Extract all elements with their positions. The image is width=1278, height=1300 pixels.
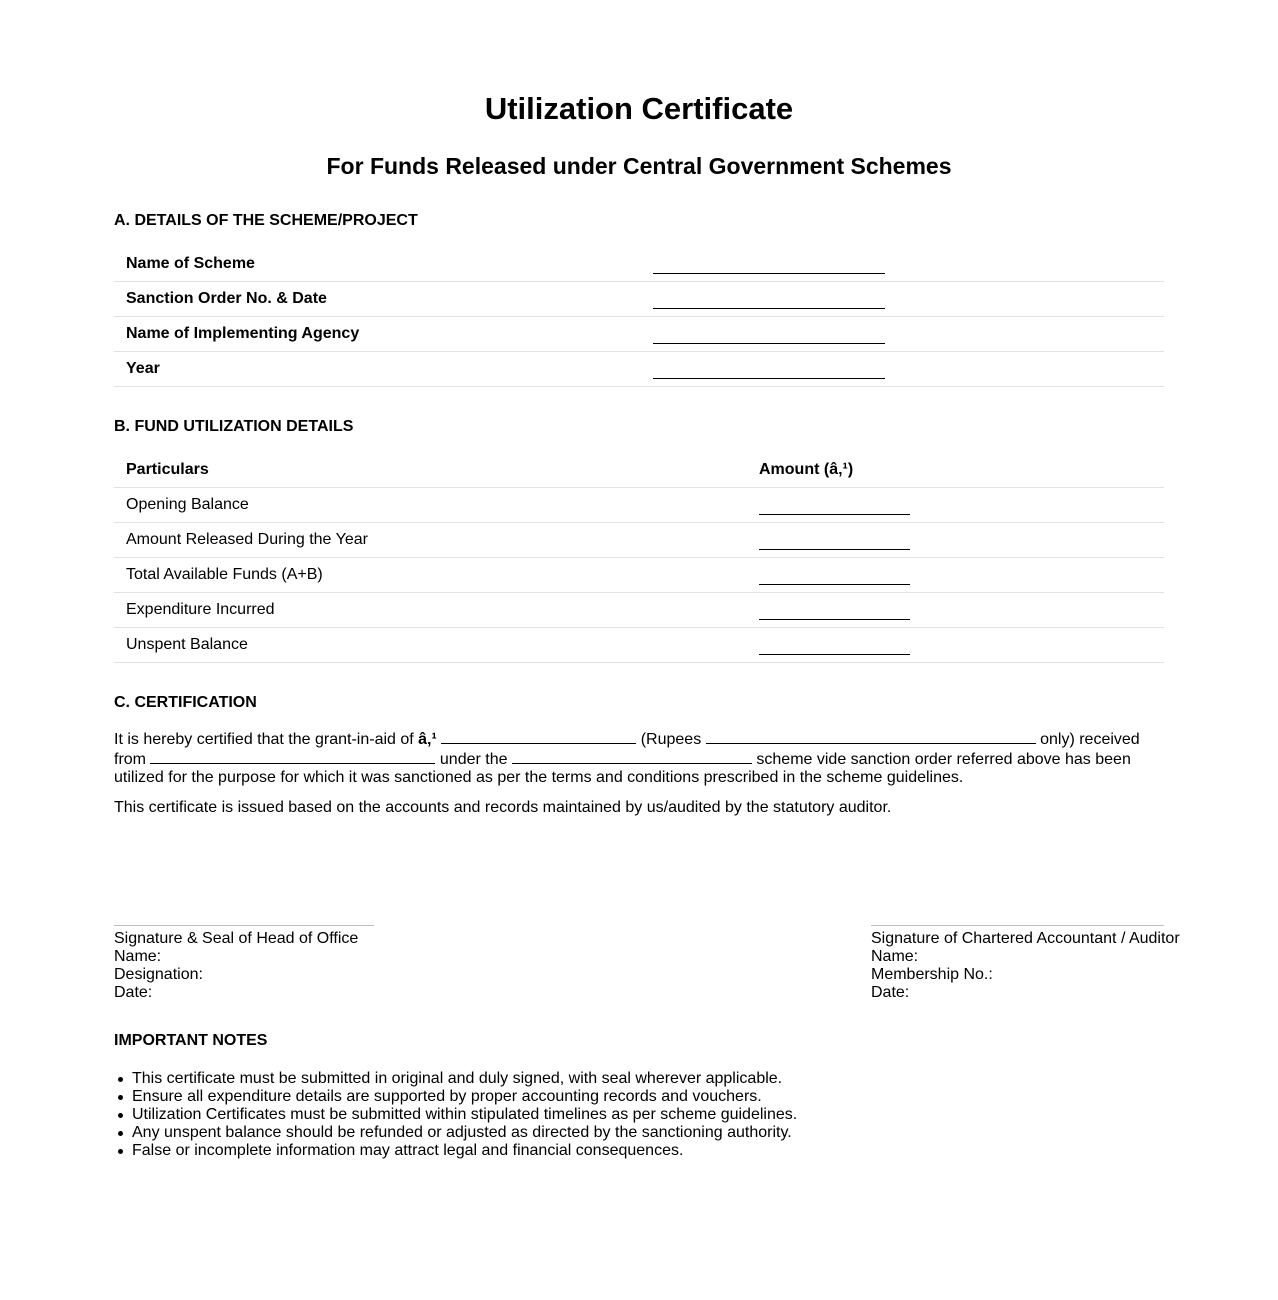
list-item: Ensure all expenditure details are supported by proper accounting records and vouchers. bbox=[132, 1088, 797, 1106]
cert-text: It is hereby certified that the grant-in-aid of bbox=[114, 731, 419, 748]
table-row bbox=[114, 488, 1164, 523]
row-label: Name of Implementing Agency bbox=[126, 325, 360, 342]
row-label: Amount Released During the Year bbox=[126, 531, 368, 548]
table-row bbox=[114, 593, 1164, 628]
amount-blank-field[interactable] bbox=[759, 619, 910, 620]
membership-label: Membership No.: bbox=[871, 966, 993, 983]
row-label: Unspent Balance bbox=[126, 636, 248, 653]
amount-in-words-blank-field[interactable] bbox=[706, 729, 1036, 744]
cert-text: (Rupees bbox=[636, 731, 706, 748]
row-label: Expenditure Incurred bbox=[126, 601, 275, 618]
blank-field[interactable] bbox=[653, 343, 885, 344]
document-subtitle: For Funds Released under Central Government Schemes bbox=[326, 153, 952, 179]
table-row bbox=[114, 317, 1164, 352]
name-label: Name: bbox=[871, 948, 919, 965]
currency-symbol: â‚¹ bbox=[418, 731, 437, 748]
table-row bbox=[114, 282, 1164, 317]
table-header-row bbox=[114, 453, 1164, 488]
signature-title: Signature of Chartered Accountant / Auditor bbox=[871, 930, 1180, 947]
column-header-amount: Amount (â‚¹) bbox=[759, 461, 854, 478]
section-c-heading: C. CERTIFICATION bbox=[114, 694, 257, 711]
signature-line bbox=[871, 925, 1164, 926]
amount-blank-field[interactable] bbox=[759, 514, 910, 515]
name-label: Name: bbox=[114, 948, 162, 965]
table-row bbox=[114, 558, 1164, 593]
amount-blank-field[interactable] bbox=[441, 729, 636, 744]
date-label: Date: bbox=[871, 984, 910, 1001]
section-a-heading: A. DETAILS OF THE SCHEME/PROJECT bbox=[114, 212, 418, 229]
blank-field[interactable] bbox=[653, 378, 885, 379]
received-from-blank-field[interactable] bbox=[150, 749, 435, 764]
table-row bbox=[114, 628, 1164, 663]
scheme-name-blank-field[interactable] bbox=[512, 749, 752, 764]
amount-blank-field[interactable] bbox=[759, 549, 910, 550]
blank-field[interactable] bbox=[653, 273, 885, 274]
certification-note: This certificate is issued based on the accounts and records maintained by us/audited by the statutory auditor. bbox=[114, 799, 892, 816]
table-row bbox=[114, 352, 1164, 387]
section-b-heading: B. FUND UTILIZATION DETAILS bbox=[114, 418, 354, 435]
row-label: Name of Scheme bbox=[126, 255, 255, 272]
list-item: False or incomplete information may attract legal and financial consequences. bbox=[132, 1142, 797, 1160]
cert-text: scheme vide sanction order referred above has been utilized for the purpose for which it was sanctioned as per the terms and conditions prescribed in the scheme guidelines. bbox=[114, 751, 1131, 786]
notes-list bbox=[114, 1070, 797, 1160]
signature-line bbox=[114, 925, 374, 926]
designation-label: Designation: bbox=[114, 966, 203, 983]
signature-title: Signature & Seal of Head of Office bbox=[114, 930, 359, 947]
row-label: Year bbox=[126, 360, 160, 377]
blank-field[interactable] bbox=[653, 308, 885, 309]
table-row bbox=[114, 247, 1164, 282]
head-of-office-signature-block bbox=[114, 925, 374, 1002]
cert-text: under the bbox=[435, 751, 512, 768]
row-label: Opening Balance bbox=[126, 496, 249, 513]
document-title: Utilization Certificate bbox=[484, 91, 794, 126]
row-label: Total Available Funds (A+B) bbox=[126, 566, 323, 583]
amount-blank-field[interactable] bbox=[759, 584, 910, 585]
table-row bbox=[114, 523, 1164, 558]
list-item: Utilization Certificates must be submitted within stipulated timelines as per scheme guidelines. bbox=[132, 1106, 798, 1123]
date-label: Date: bbox=[114, 984, 153, 1001]
amount-blank-field[interactable] bbox=[759, 654, 910, 655]
auditor-signature-block bbox=[871, 925, 1180, 1002]
notes-heading: IMPORTANT NOTES bbox=[114, 1032, 268, 1049]
scheme-details-table bbox=[114, 247, 1164, 387]
cert-text: only) received from bbox=[114, 731, 1140, 768]
list-item: Any unspent balance should be refunded or adjusted as directed by the sanctioning authority. bbox=[132, 1124, 797, 1142]
fund-utilization-table bbox=[114, 453, 1164, 663]
column-header-particulars: Particulars bbox=[126, 461, 209, 478]
row-label: Sanction Order No. & Date bbox=[126, 290, 327, 307]
certification-paragraph bbox=[114, 729, 1164, 787]
list-item: This certificate must be submitted in original and duly signed, with seal wherever applicable. bbox=[132, 1070, 797, 1088]
